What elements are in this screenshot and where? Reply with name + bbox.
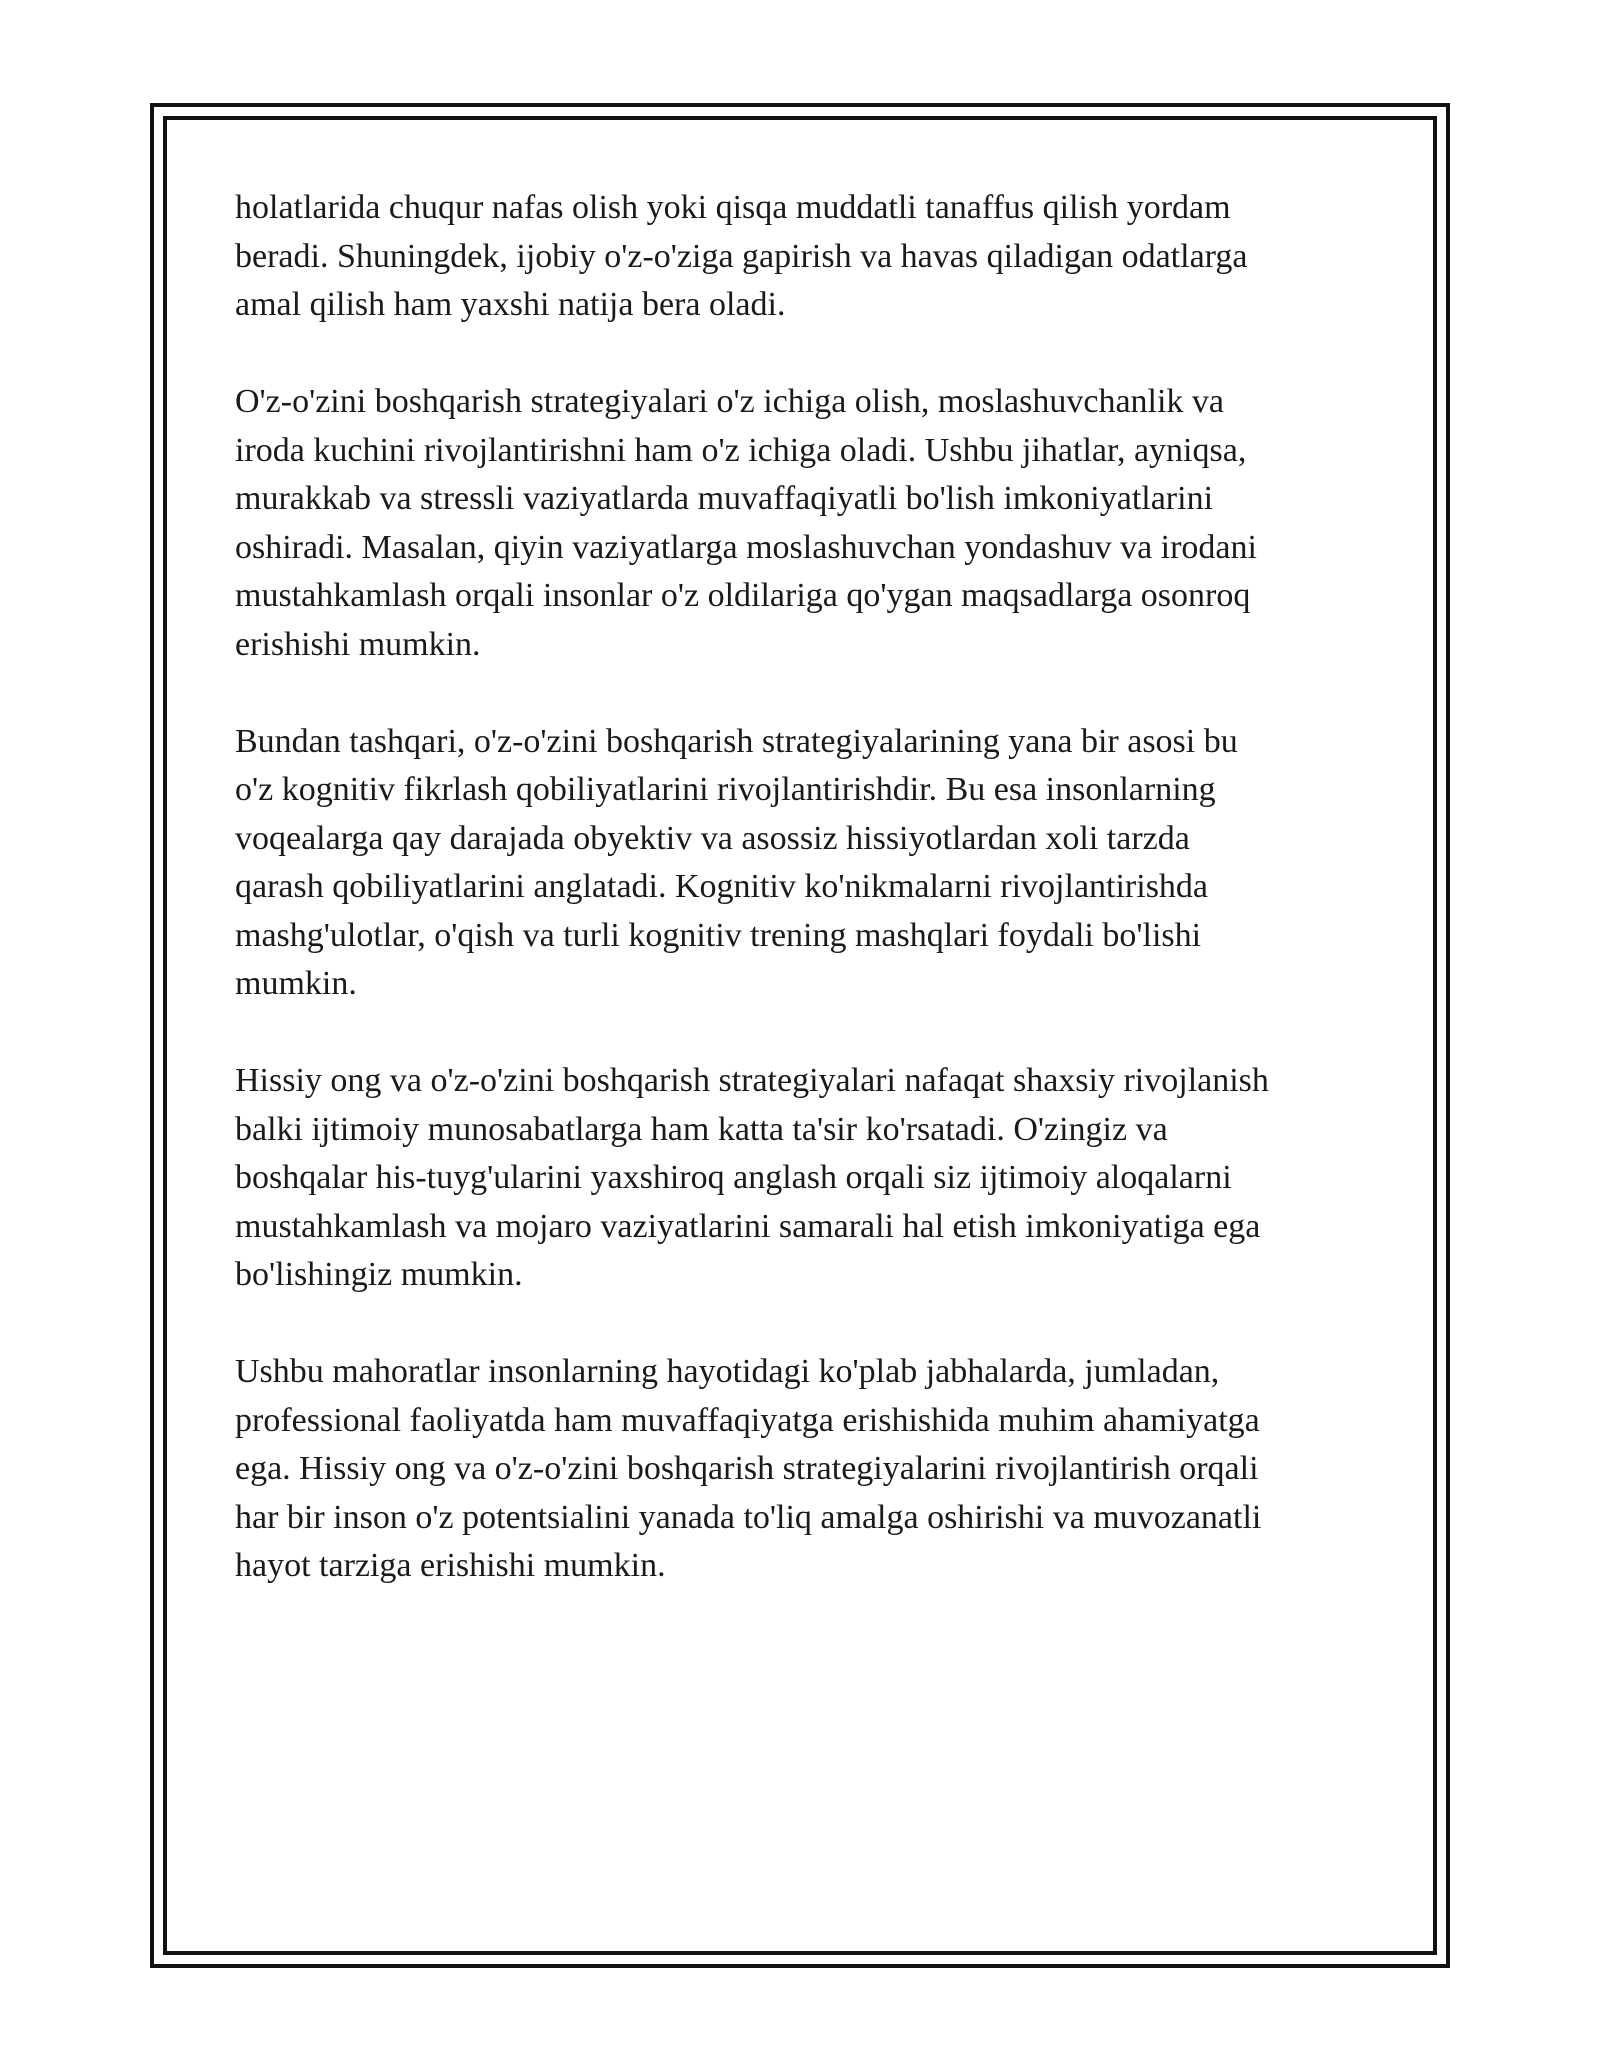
text-line: erishishi mumkin. (235, 625, 481, 663)
text-line: mustahkamlash va mojaro vaziyatlarini samarali hal etish imkoniyatiga ega (235, 1207, 1261, 1245)
text-line: murakkab va stressli vaziyatlarda muvaffaqiyatli bo'lish imkoniyatlarini (235, 480, 1214, 517)
text-line: Bundan tashqari, o'z-o'zini boshqarish strategiyalarining yana bir asosi bu (235, 722, 1238, 760)
text-line: oshiradi. Masalan, qiyin vaziyatlarga moslashuvchan yondashuv va irodani (235, 528, 1257, 566)
text-line: mustahkamlash orqali insonlar o'z oldilariga qo'ygan maqsadlarga osonroq (235, 577, 1251, 614)
text-line: ega. Hissiy ong va o'z-o'zini boshqarish strategiyalarini rivojlantirish orqali (235, 1450, 1259, 1487)
text-line: holatlarida chuqur nafas olish yoki qisqa muddatli tanaffus qilish yordam (235, 189, 1231, 226)
text-line: boshqalar his-tuyg'ularini yaxshiroq anglash orqali siz ijtimoiy aloqalarni (235, 1159, 1232, 1196)
text-line: o'z kognitiv fikrlash qobiliyatlarini rivojlantirishdir. Bu esa insonlarning (235, 771, 1216, 808)
paragraph-2 (235, 378, 1375, 669)
text-line: balki ijtimoiy munosabatlarga ham katta ta'sir ko'rsatadi. O'zingiz va (235, 1110, 1168, 1148)
paragraph-3 (235, 718, 1375, 1009)
document-body (235, 184, 1375, 1639)
text-line: bo'lishingiz mumkin. (235, 1256, 523, 1293)
text-line: har bir inson o'z potentsialini yanada to'liq amalga oshirishi va muvozanatli (235, 1498, 1262, 1536)
text-line: amal qilish ham yaxshi natija bera oladi. (235, 286, 786, 323)
text-line: beradi. Shuningdek, ijobiy o'z-o'ziga gapirish va havas qiladigan odatlarga (235, 237, 1248, 275)
text-line: hayot tarziga erishishi mumkin. (235, 1547, 666, 1584)
text-line: O'z-o'zini boshqarish strategiyalari o'z ichiga olish, moslashuvchanlik va (235, 383, 1225, 420)
text-line: iroda kuchini rivojlantirishni ham o'z ichiga oladi. Ushbu jihatlar, ayniqsa, (235, 431, 1247, 469)
text-line: mashg'ulotlar, o'qish va turli kognitiv trening mashqlari foydali bo'lishi (235, 916, 1202, 954)
paragraph-4 (235, 1057, 1375, 1300)
paragraph-1 (235, 184, 1375, 330)
text-line: qarash qobiliyatlarini anglatadi. Kognitiv ko'nikmalarni rivojlantirishda (235, 868, 1209, 905)
text-line: professional faoliyatda ham muvaffaqiyatga erishishida muhim ahamiyatga (235, 1401, 1260, 1439)
text-line: mumkin. (235, 965, 357, 1002)
text-line: Hissiy ong va o'z-o'zini boshqarish strategiyalari nafaqat shaxsiy rivojlanish (235, 1062, 1269, 1099)
paragraph-5 (235, 1348, 1375, 1591)
text-line: voqealarga qay darajada obyektiv va asossiz hissiyotlardan xoli tarzda (235, 819, 1190, 857)
text-line: Ushbu mahoratlar insonlarning hayotidagi ko'plab jabhalarda, jumladan, (235, 1353, 1220, 1390)
